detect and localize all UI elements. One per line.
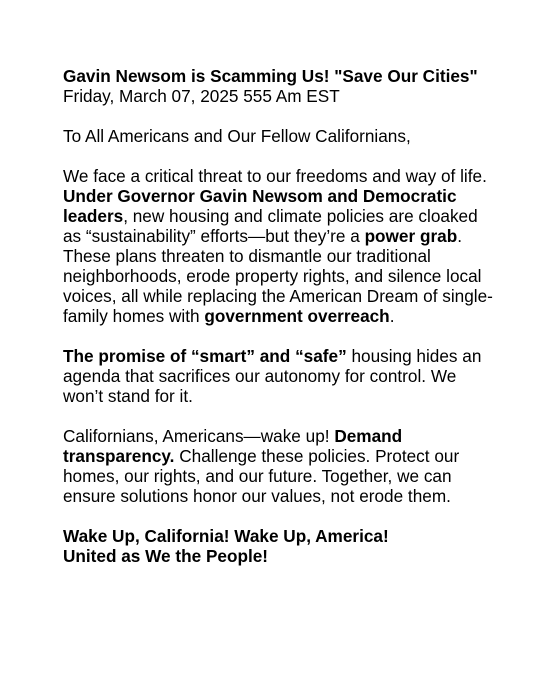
closing-line-2: United as We the People! — [63, 546, 269, 566]
paragraph-1-text-2: , new housing and climate policies are cloaked as “sustainability” efforts—but they’re a — [63, 206, 478, 246]
spacer — [63, 506, 500, 526]
paragraph-3-bold-1: Demand transparency. — [63, 426, 403, 466]
paragraph-3-text-2: Challenge these policies. Protect our homes, our rights, and our future. Together, we can ensure solutions honor our values, not erode them. — [63, 446, 460, 506]
spacer — [63, 106, 500, 126]
spacer — [63, 406, 500, 426]
spacer — [63, 146, 500, 166]
paragraph-2 — [63, 346, 500, 406]
paragraph-1-text-1: We face a critical threat to our freedoms and way of life. — [63, 166, 487, 186]
paragraph-2-bold-1: The promise of “smart” and “safe” — [63, 346, 347, 366]
dateline: Friday, March 07, 2025 555 Am EST — [63, 86, 340, 106]
spacer — [63, 326, 500, 346]
paragraph-1-text-4: . — [389, 306, 395, 326]
paragraph-1 — [63, 166, 500, 326]
paragraph-1-text-3: . These plans threaten to dismantle our traditional neighborhoods, erode property rights, and silence local voices, all while replacing the American Dream of single-family homes with — [63, 226, 493, 326]
paragraph-1-bold-1: Under Governor Gavin Newsom and Democratic leaders — [63, 186, 457, 226]
paragraph-3-text-1: Californians, Americans—wake up! — [63, 426, 335, 446]
salutation: To All Americans and Our Fellow Californians, — [63, 126, 411, 146]
closing-line-1: Wake Up, California! Wake Up, America! — [63, 526, 389, 546]
paragraph-3 — [63, 426, 500, 506]
paragraph-1-bold-2: power grab — [364, 226, 458, 246]
paragraph-1-bold-3: government overreach — [204, 306, 390, 326]
paragraph-2-text-1: housing hides an agenda that sacrifices our autonomy for control. We won’t stand for it. — [63, 346, 482, 406]
letter-title: Gavin Newsom is Scamming Us! "Save Our Cities" — [63, 66, 478, 86]
